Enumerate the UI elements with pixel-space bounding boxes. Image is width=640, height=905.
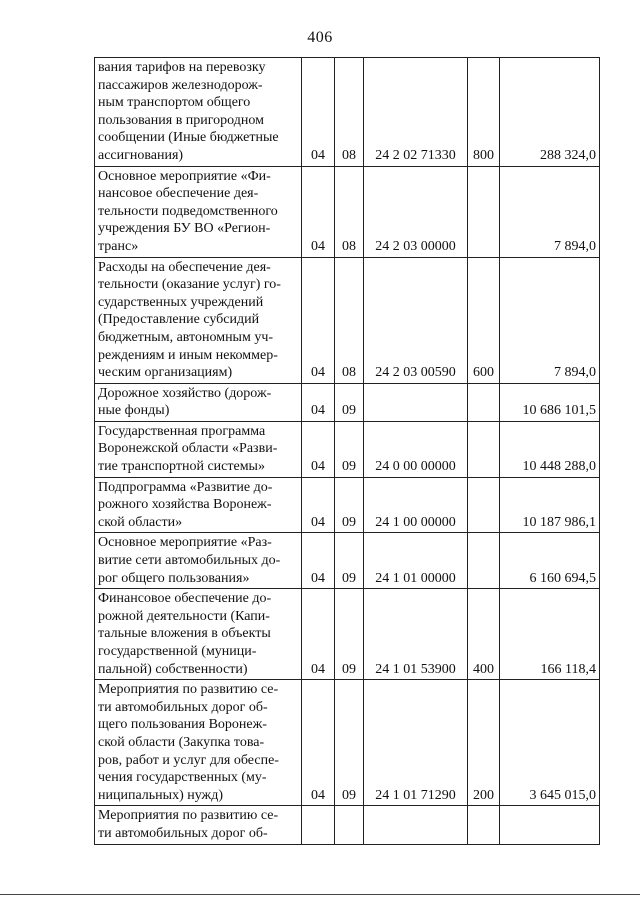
cell-target-article [364, 806, 468, 844]
table-row [95, 680, 600, 806]
cell-subsection: 08 [335, 257, 364, 383]
cell-section: 04 [302, 680, 335, 806]
cell-description: Финансовое обеспечение до- рожной деятельности (Капи- тальные вложения в объекты государственной (муници- пальной) собственности) [95, 589, 302, 680]
cell-section: 04 [302, 257, 335, 383]
cell-target-article: 24 1 01 53900 [364, 589, 468, 680]
cell-subsection [335, 806, 364, 844]
cell-amount: 6 160 694,5 [500, 533, 600, 589]
cell-amount: 10 686 101,5 [500, 383, 600, 421]
cell-amount: 3 645 015,0 [500, 680, 600, 806]
cell-section: 04 [302, 533, 335, 589]
cell-expense-type [468, 477, 500, 533]
cell-subsection: 08 [335, 58, 364, 167]
cell-amount: 166 118,4 [500, 589, 600, 680]
cell-target-article: 24 1 01 71290 [364, 680, 468, 806]
cell-expense-type [468, 421, 500, 477]
cell-description: Дорожное хозяйство (дорож- ные фонды) [95, 383, 302, 421]
cell-description: Государственная программа Воронежской области «Разви- тие транспортной системы» [95, 421, 302, 477]
cell-subsection: 09 [335, 383, 364, 421]
cell-subsection: 09 [335, 589, 364, 680]
table-row [95, 477, 600, 533]
table-row [95, 383, 600, 421]
cell-expense-type [468, 166, 500, 257]
cell-target-article [364, 383, 468, 421]
table-row [95, 533, 600, 589]
cell-target-article: 24 2 02 71330 [364, 58, 468, 167]
cell-section: 04 [302, 166, 335, 257]
cell-expense-type: 800 [468, 58, 500, 167]
cell-section: 04 [302, 58, 335, 167]
table-row [95, 589, 600, 680]
cell-description: Мероприятия по развитию се- ти автомобильных дорог об- [95, 806, 302, 844]
cell-amount: 7 894,0 [500, 166, 600, 257]
cell-description: Мероприятия по развитию се- ти автомобильных дорог об- щего пользования Воронеж- ской области (Закупка това- ров, работ и услуг для обеспе- чения государственных (му- ниципальных) нужд) [95, 680, 302, 806]
cell-expense-type [468, 383, 500, 421]
cell-expense-type [468, 533, 500, 589]
budget-table [94, 57, 600, 845]
cell-description: Расходы на обеспечение дея- тельности (оказание услуг) го- сударственных учреждений (Предоставление субсидий бюджетным, автономным уч- реждениям и иным некоммер- ческим организациям) [95, 257, 302, 383]
cell-subsection: 08 [335, 166, 364, 257]
table-row [95, 257, 600, 383]
cell-amount: 288 324,0 [500, 58, 600, 167]
bottom-rule [0, 894, 640, 895]
cell-target-article: 24 0 00 00000 [364, 421, 468, 477]
budget-table-body [95, 58, 600, 845]
cell-expense-type: 400 [468, 589, 500, 680]
cell-description: Подпрограмма «Развитие до- рожного хозяйства Воронеж- ской области» [95, 477, 302, 533]
table-row [95, 166, 600, 257]
cell-section: 04 [302, 589, 335, 680]
cell-section: 04 [302, 383, 335, 421]
cell-target-article: 24 1 00 00000 [364, 477, 468, 533]
cell-target-article: 24 2 03 00590 [364, 257, 468, 383]
cell-description: вания тарифов на перевозку пассажиров железнодорож- ным транспортом общего пользования в пригородном сообщении (Иные бюджетные ассигнования) [95, 58, 302, 167]
cell-section [302, 806, 335, 844]
cell-target-article: 24 1 01 00000 [364, 533, 468, 589]
table-row [95, 421, 600, 477]
cell-expense-type: 200 [468, 680, 500, 806]
cell-expense-type: 600 [468, 257, 500, 383]
cell-subsection: 09 [335, 680, 364, 806]
cell-expense-type [468, 806, 500, 844]
cell-section: 04 [302, 421, 335, 477]
cell-amount: 10 448 288,0 [500, 421, 600, 477]
cell-subsection: 09 [335, 421, 364, 477]
cell-amount [500, 806, 600, 844]
cell-description: Основное мероприятие «Раз- витие сети автомобильных до- рог общего пользования» [95, 533, 302, 589]
cell-description: Основное мероприятие «Фи- нансовое обеспечение дея- тельности подведомственного учреждения БУ ВО «Регион- транс» [95, 166, 302, 257]
cell-amount: 7 894,0 [500, 257, 600, 383]
table-row [95, 806, 600, 844]
table-row [95, 58, 600, 167]
cell-subsection: 09 [335, 533, 364, 589]
cell-amount: 10 187 986,1 [500, 477, 600, 533]
cell-target-article: 24 2 03 00000 [364, 166, 468, 257]
cell-section: 04 [302, 477, 335, 533]
cell-subsection: 09 [335, 477, 364, 533]
page-number: 406 [307, 29, 333, 46]
